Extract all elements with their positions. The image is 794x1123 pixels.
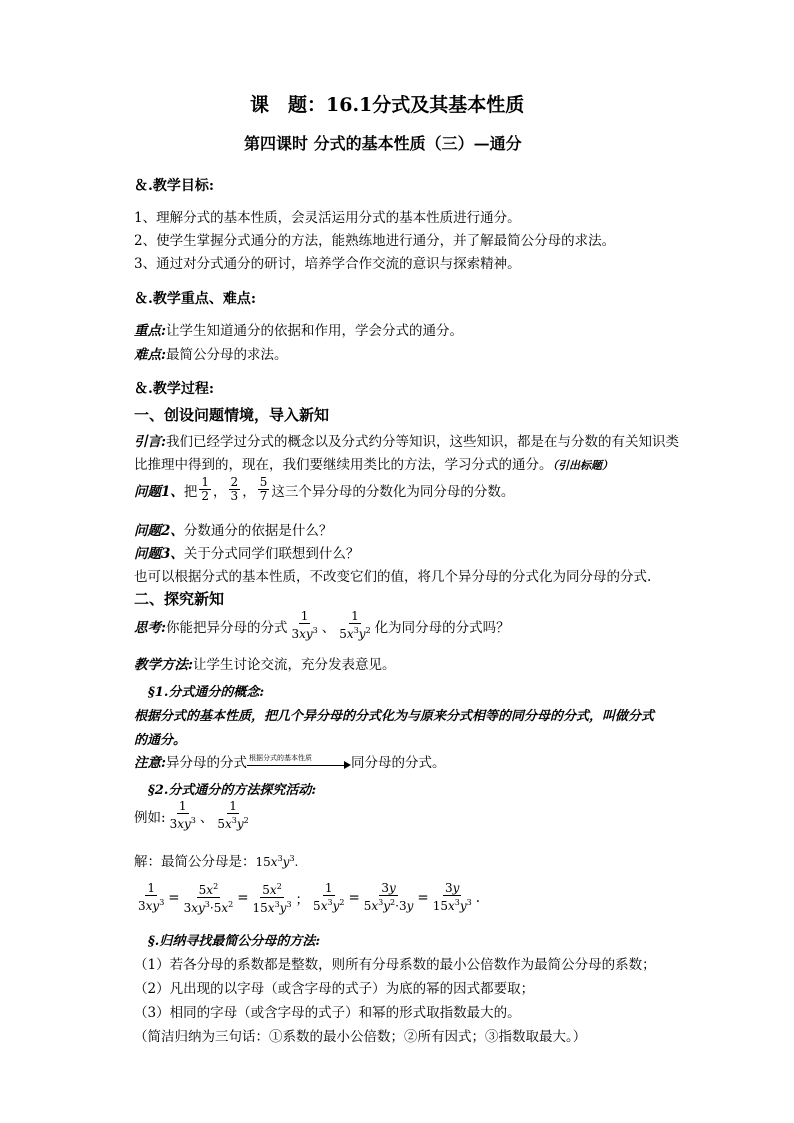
goal-item: 3、通过对分式通分的研讨，培养学合作交流的意识与探索精神。 xyxy=(134,256,521,272)
think-post: 化为同分母的分式吗？ xyxy=(374,619,510,636)
fraction: $\frac{5x^2}{3xy^3\cdot 5x^2}$ xyxy=(183,882,234,915)
fraction: $\frac{1}{5x^3y^2}$ xyxy=(217,799,249,831)
note-line xyxy=(134,751,445,771)
q3-label: 问题3、 xyxy=(134,546,184,562)
s2-title: §2.分式通分的方法探究活动: xyxy=(148,783,317,798)
think-label: 思考: xyxy=(134,619,166,636)
key-heading: ＆.教学重点、难点: xyxy=(134,291,257,307)
q2-label: 问题2、 xyxy=(134,523,184,539)
key-point xyxy=(134,319,463,339)
s1-definition-2: 的通分。 xyxy=(134,733,187,748)
example-label: 例如: xyxy=(134,809,166,826)
note-pre: 异分母的分式 xyxy=(165,755,247,771)
intro-label: 引言: xyxy=(134,434,166,450)
q1-post: 这三个异分母的分数化为同分母的分数。 xyxy=(271,483,515,500)
fraction: $\frac{1}{3xy^3}$ xyxy=(169,799,196,831)
fraction: $\frac{1}{5x^3y^2}$ xyxy=(339,609,371,641)
intro-line-1 xyxy=(134,430,679,450)
question-1: 问题1、 把 $\frac{1}{2}$ ， $\frac{2}{3}$ ， $\frac{5}{7}$ 这三个异分母的分数化为同分母的分数。 xyxy=(134,475,515,503)
s3-title: §.归纳寻找最简公分母的方法: xyxy=(148,934,321,949)
page-subtitle: 第四课时 分式的基本性质（三）—通分 xyxy=(244,134,522,153)
fraction: $\frac{5}{7}$ xyxy=(259,475,268,503)
method-label: 教学方法: xyxy=(134,657,193,673)
fraction: $\frac{1}{3xy^3}$ xyxy=(291,609,318,641)
key-label: 重点: xyxy=(134,323,166,339)
fraction: $\frac{3y}{5x^3y^2\cdot 3y}$ xyxy=(363,881,414,913)
q1-pre: 把 xyxy=(183,483,198,500)
think-pre: 你能把异分母的分式 xyxy=(165,619,288,636)
question-conclusion: 也可以根据分式的基本性质，不改变它们的值，将几个异分母的分式化为同分母的分式. xyxy=(134,569,652,585)
solution-line: 解：最简公分母是：$15x^3y^3$. xyxy=(134,854,299,870)
rule-item: （简洁归纳为三句话：①系数的最小公倍数；②所有因式；③指数取最大。） xyxy=(134,1029,587,1045)
goal-item: 2、使学生掌握分式通分的方法，能熟练地进行通分，并了解最简公分母的求法。 xyxy=(134,233,616,249)
q1-label: 问题1、 xyxy=(134,483,184,500)
diff-text: 最简公分母的求法。 xyxy=(165,347,288,363)
s1-title: §1.分式通分的概念: xyxy=(148,685,265,700)
part1-title: 一、创设问题情境，导入新知 xyxy=(134,406,330,424)
diff-label: 难点: xyxy=(134,347,166,363)
question-3 xyxy=(134,542,359,562)
goal-item: 1、理解分式的基本性质，会灵活运用分式的基本性质进行通分。 xyxy=(134,210,521,226)
example-line: 例如: $\frac{1}{3xy^3}$ 、 $\frac{1}{5x^3y^2}$ xyxy=(134,799,249,831)
note-post: 同分母的分式。 xyxy=(350,755,446,771)
method-text: 让学生讨论交流，充分发表意见。 xyxy=(192,657,396,673)
fraction: $\frac{5x^2}{15x^3y^3}$ xyxy=(252,882,292,915)
arrow xyxy=(247,753,351,771)
equation-line: $\frac{1}{3xy^3}$ = $\frac{5x^2}{3xy^3\cdot 5x^2}$ = $\frac{5x^2}{15x^3y^3}$ ； $\frac{1}{5x^3y^2}$ = $\frac{3y}{5x^3y^2\cdot 3y}$ = $\frac{3y}{15x^3y^3}$ . xyxy=(138,881,481,915)
rule-item: （3）相同的字母（或含字母的式子）和幂的形式取指数最大的。 xyxy=(134,1005,521,1021)
question-2 xyxy=(134,519,332,539)
fraction: $\frac{2}{3}$ xyxy=(230,475,239,503)
page-title: 课 题：16.1分式及其基本性质 xyxy=(250,94,525,116)
part2-title: 二、探究新知 xyxy=(134,590,225,608)
intro-tag: （引出标题） xyxy=(552,459,613,472)
fraction: $\frac{1}{2}$ xyxy=(201,475,210,503)
solve-pre: 解：最简公分母是： xyxy=(134,854,256,870)
rule-item: （1）若各分母的系数都是整数，则所有分母系数的最小公倍数作为最简公分母的系数； xyxy=(134,957,656,973)
goals-heading: ＆.教学目标: xyxy=(134,178,215,194)
fraction: $\frac{1}{3xy^3}$ xyxy=(138,881,165,913)
intro-text: 我们已经学过分式的概念以及分式约分等知识，这些知识，都是在与分数的有关知识类 xyxy=(165,434,679,450)
intro-text-2: 比推理中得到的，现在，我们要继续用类比的方法，学习分式的通分。 xyxy=(134,457,553,473)
teaching-method xyxy=(134,653,395,673)
think-question: 思考: 你能把异分母的分式 $\frac{1}{3xy^3}$ 、 $\frac{1}{5x^3y^2}$ 化为同分母的分式吗？ xyxy=(134,609,510,641)
key-text: 让学生知道通分的依据和作用，学会分式的通分。 xyxy=(165,323,463,339)
intro-line-2 xyxy=(134,453,613,473)
note-label: 注意: xyxy=(134,755,166,771)
s1-definition-1: 根据分式的基本性质，把几个异分母的分式化为与原来分式相等的同分母的分式，叫做分式 xyxy=(134,709,655,724)
process-heading: ＆.教学过程: xyxy=(134,381,215,397)
q3-text: 关于分式同学们联想到什么？ xyxy=(183,546,360,562)
difficult-point xyxy=(134,343,287,363)
rule-item: （2）凡出现的以字母（或含字母的式子）为底的幂的因式都要取； xyxy=(134,981,535,997)
q2-text: 分数通分的依据是什么？ xyxy=(183,523,333,539)
arrow-label: 根据分式的基本性质 xyxy=(248,753,312,762)
fraction: $\frac{1}{5x^3y^2}$ xyxy=(313,881,345,913)
fraction: $\frac{3y}{15x^3y^3}$ xyxy=(432,881,472,913)
